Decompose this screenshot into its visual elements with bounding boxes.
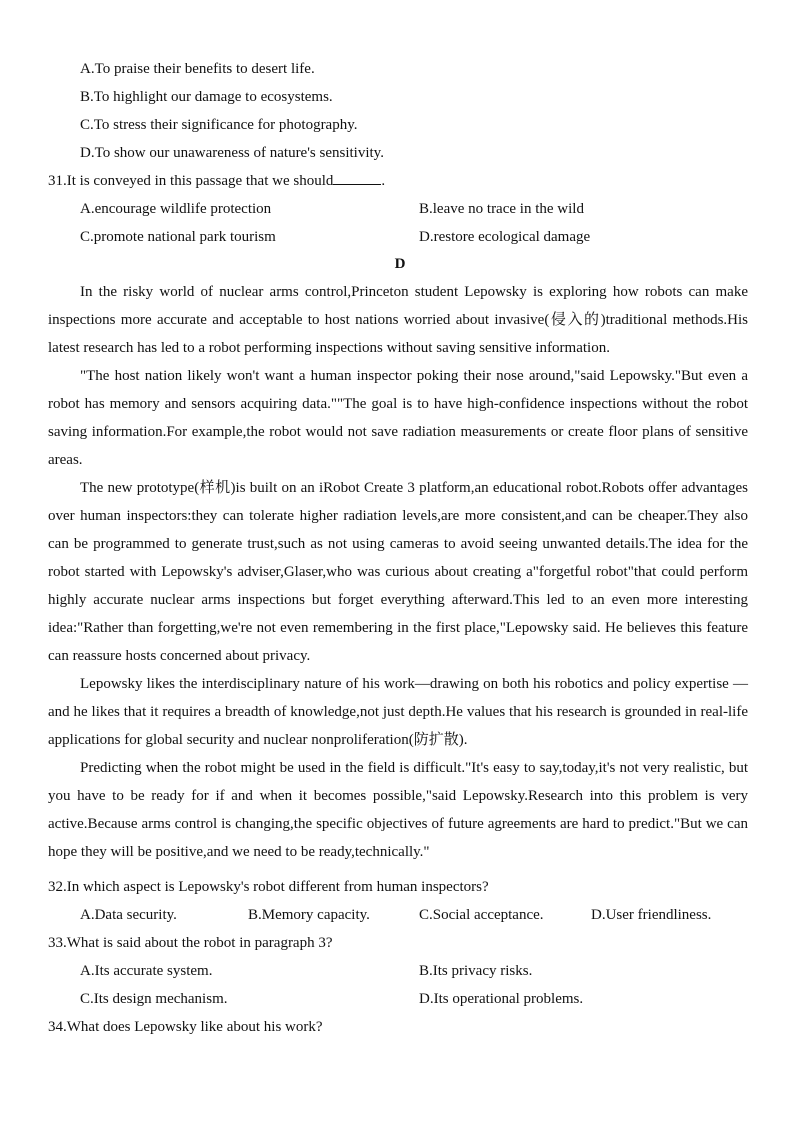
q33-option-a: A.Its accurate system. xyxy=(80,963,213,979)
q33-option-d: D.Its operational problems. xyxy=(419,991,584,1007)
q31-option-a: A.encourage wildlife protection xyxy=(80,201,272,217)
q31-option-b: B.leave no trace in the wild xyxy=(419,201,584,217)
q32-stem: 32.In which aspect is Lepowsky's robot different from human inspectors? xyxy=(48,879,489,895)
q32-option-d: D.User friendliness. xyxy=(591,907,712,923)
q31-option-d: D.restore ecological damage xyxy=(419,229,591,245)
passage-d xyxy=(48,278,748,866)
q32-option-b: B.Memory capacity. xyxy=(248,907,370,923)
q30-option-a: A.To praise their benefits to desert life. xyxy=(80,61,315,77)
passage-paragraph: In the risky world of nuclear arms control,Princeton student Lepowsky is exploring how robots can make inspections more accurate and acceptable to host nations worried about invasive(侵入的)traditional methods.His latest research has led to a robot performing inspections without saving sensitive information. xyxy=(48,284,748,356)
passage-paragraph: Lepowsky likes the interdisciplinary nature of his work—drawing on both his robotics and policy expertise —and he likes that it requires a breadth of knowledge,not just depth.He values that his research is grounded in real-life applications for global security and nuclear nonproliferation(防扩散). xyxy=(48,676,748,748)
passage-paragraph: "The host nation likely won't want a human inspector poking their nose around,"said Lepowsky."But even a robot has memory and sensors acquiring data.""The goal is to have high-confidence inspections without the robot saving information.For example,the robot would not save radiation measurements or create floor plans of sensitive areas. xyxy=(48,368,748,468)
q32-option-c: C.Social acceptance. xyxy=(419,907,544,923)
q31-stem-end: . xyxy=(381,173,386,189)
q31-stem-text: 31.It is conveyed in this passage that we should xyxy=(48,173,334,189)
q30-option-d: D.To show our unawareness of nature's sensitivity. xyxy=(80,145,384,161)
section-heading: D xyxy=(394,256,406,272)
q31-option-c: C.promote national park tourism xyxy=(80,229,276,245)
q32-option-a: A.Data security. xyxy=(80,907,177,923)
q33-stem: 33.What is said about the robot in paragraph 3? xyxy=(48,935,333,951)
passage-paragraph: Predicting when the robot might be used in the field is difficult."It's easy to say,today,it's not very realistic, but you have to be ready for if and when it becomes possible,"said Lepowsky.Research into this problem is very active.Because arms control is changing,the specific objectives of future agreements are hard to predict."But we can hope they will be positive,and we need to be ready,technically." xyxy=(48,760,748,860)
q34-stem: 34.What does Lepowsky like about his work? xyxy=(48,1019,323,1035)
passage-paragraph: The new prototype(样机)is built on an iRobot Create 3 platform,an educational robot.Robots offer advantages over human inspectors:they can tolerate higher radiation levels,are more consistent,and can be cheaper.They also can be programmed to generate trust,such as not using cameras to avoid seeing unwanted details.The idea for the robot started with Lepowsky's adviser,Glaser,who was curious about creating a"forgetful robot"that could perform highly accurate nuclear arms inspections but forget everything afterward.This led to an even more interesting idea:"Rather than forgetting,we're not even remembering in the first place,"Lepowsky said. He believes this feature can reassure hosts concerned about privacy. xyxy=(48,480,748,664)
q31-stem xyxy=(48,167,385,195)
q33-option-c: C.Its design mechanism. xyxy=(80,991,228,1007)
q30-option-c: C.To stress their significance for photography. xyxy=(80,117,358,133)
q30-option-b: B.To highlight our damage to ecosystems. xyxy=(80,89,333,105)
q33-option-b: B.Its privacy risks. xyxy=(419,963,533,979)
q31-answer-blank xyxy=(333,168,381,185)
